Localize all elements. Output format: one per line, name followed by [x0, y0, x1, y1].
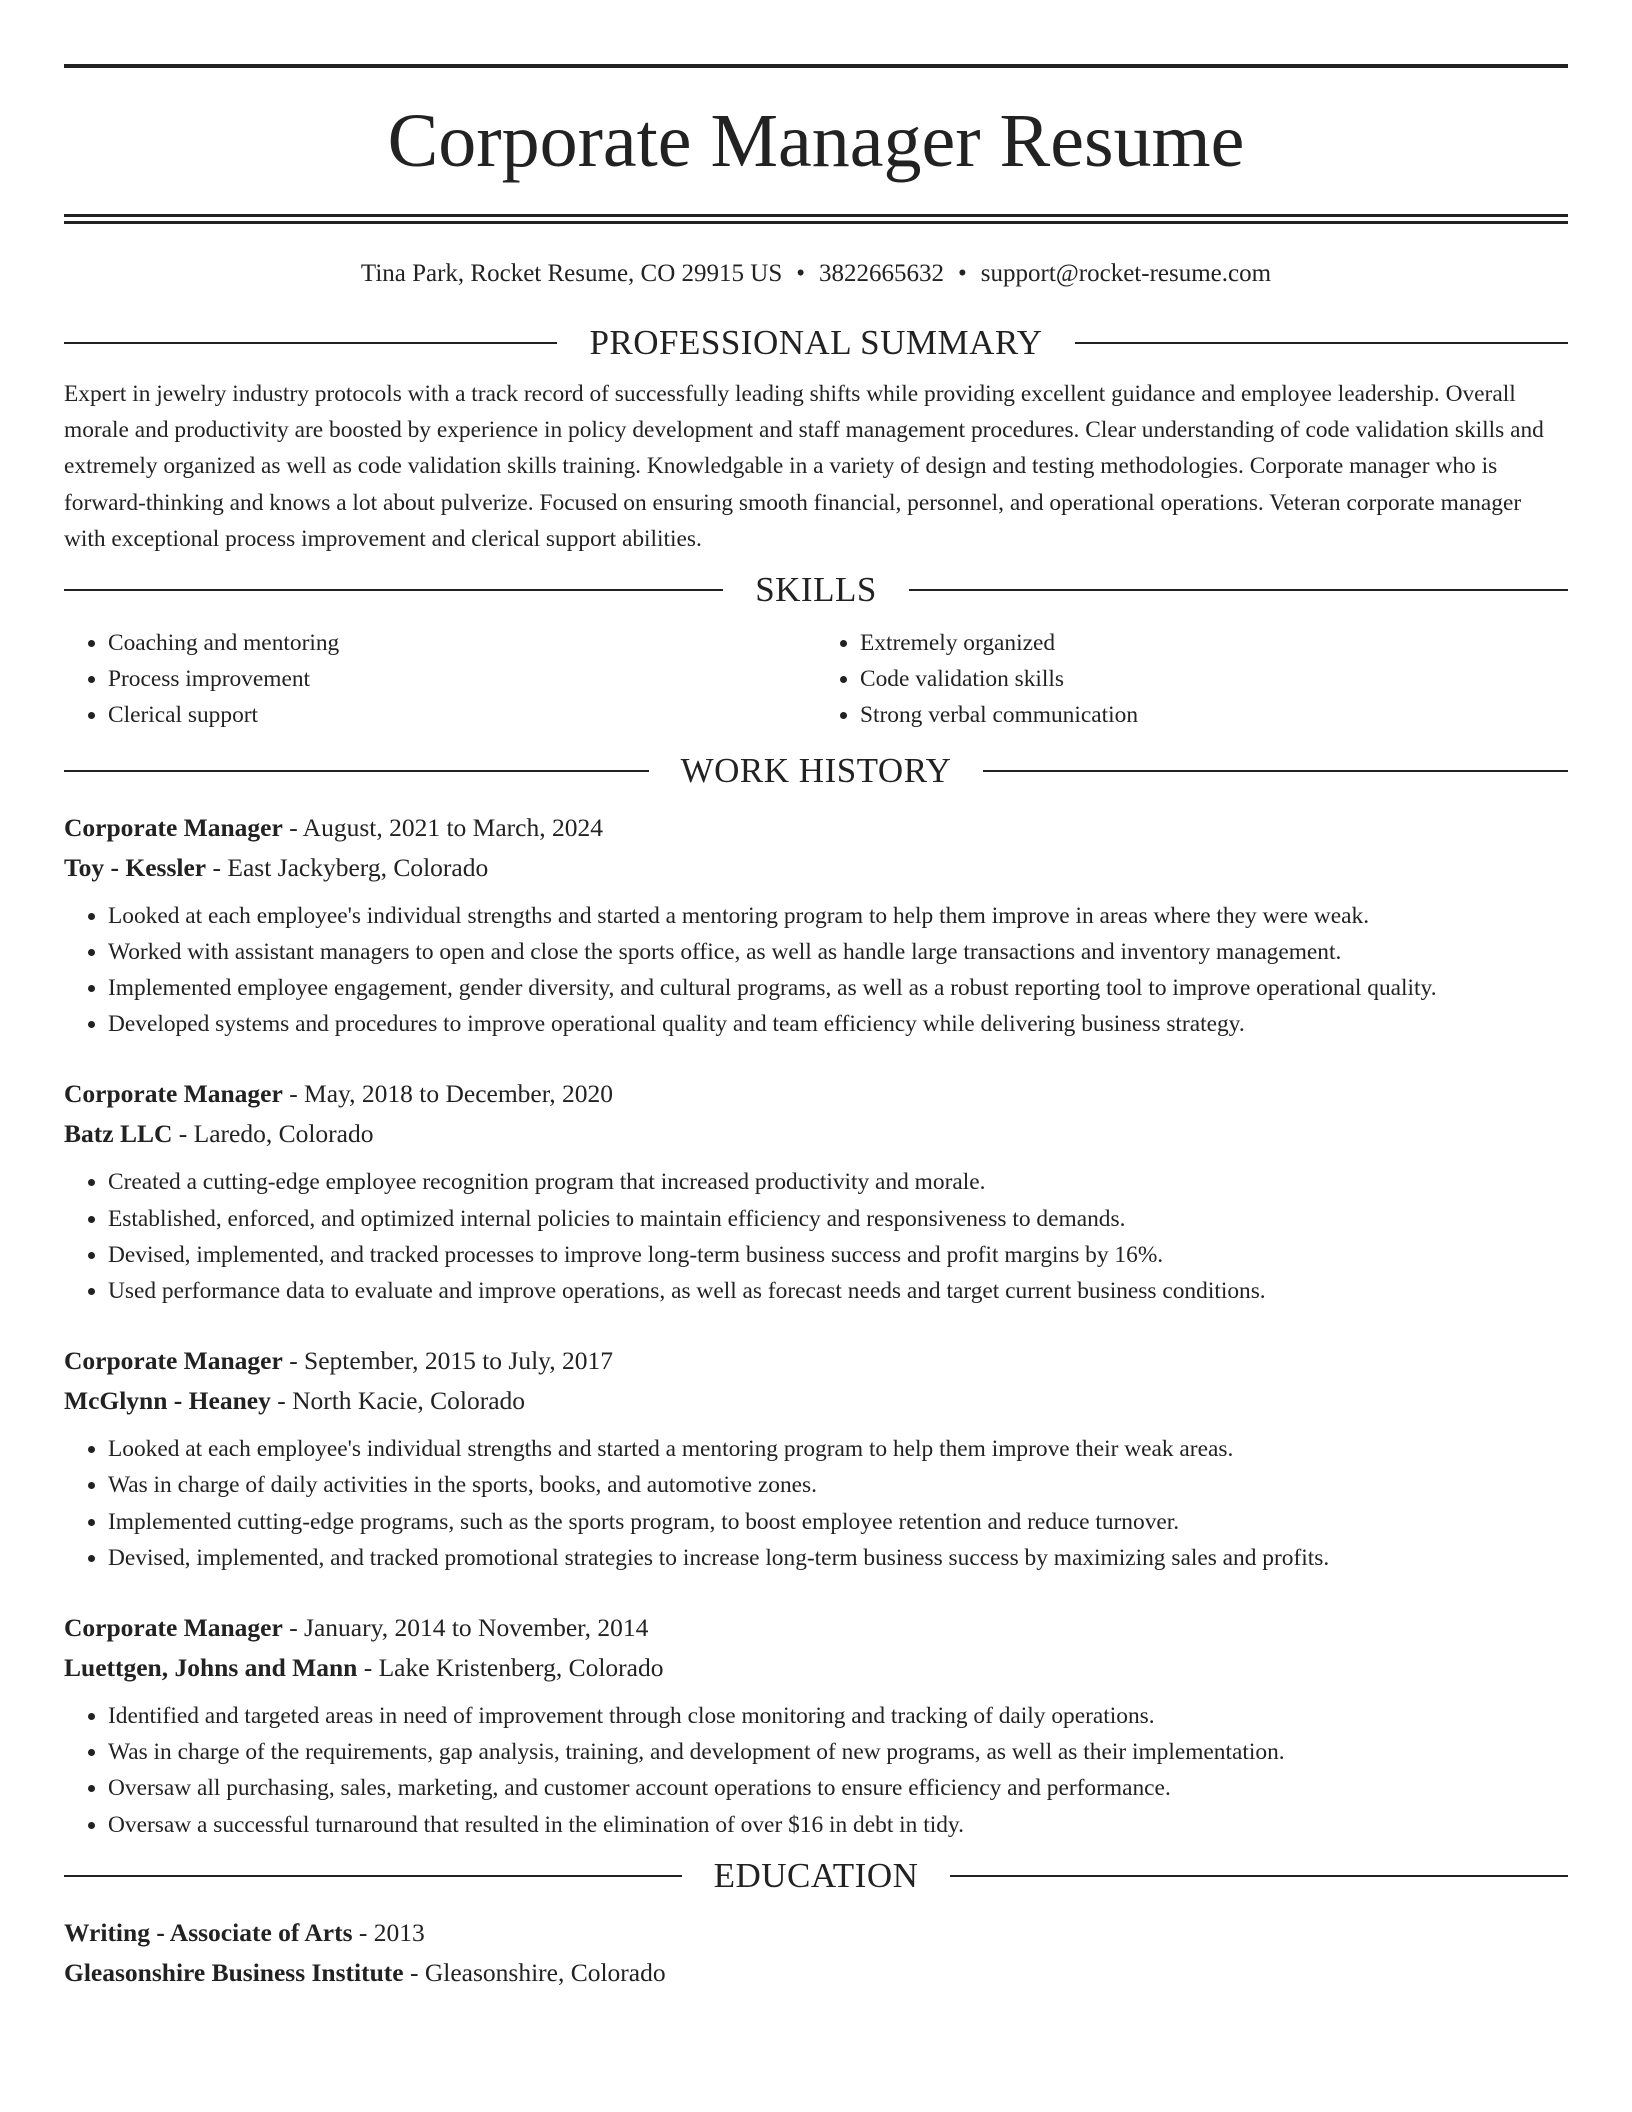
job-bullet: • Created a cutting-edge employee recognition program that increased productivity and morale.: [108, 1164, 1568, 1200]
job-title: Corporate Manager: [64, 1613, 283, 1643]
skills-heading: [64, 567, 1568, 613]
job-company: Batz LLC: [64, 1119, 173, 1149]
job-title: Corporate Manager: [64, 812, 283, 842]
summary-heading: [64, 320, 1568, 366]
job-dates: - September, 2015 to July, 2017: [282, 1346, 614, 1376]
job-company: Toy - Kessler: [64, 852, 207, 882]
job-bullet: • Implemented employee engagement, gender diversity, and cultural programs, as well as a robust reporting tool to improve operational quality.: [108, 970, 1568, 1006]
top-rule: [64, 64, 1568, 68]
skill-item: • Code validation skills: [860, 661, 1568, 697]
education-school-line: [64, 1953, 1568, 1993]
job-bullet: • Was in charge of daily activities in the sports, books, and automotive zones.: [108, 1467, 1568, 1503]
job-bullet: • Established, enforced, and optimized internal policies to maintain efficiency and responsiveness to demands.: [108, 1201, 1568, 1237]
job-bullet: • Identified and targeted areas in need of improvement through close monitoring and tracking of daily operations.: [108, 1698, 1568, 1734]
education-location: - Gleasonshire, Colorado: [403, 1957, 666, 1987]
job-entry: [64, 1074, 1568, 1309]
job-dates: - August, 2021 to March, 2024: [282, 812, 603, 842]
skill-item: • Extremely organized: [860, 625, 1568, 661]
contact-email: support@rocket-resume.com: [980, 260, 1272, 287]
job-bullet: • Used performance data to evaluate and improve operations, as well as forecast needs and target current business conditions.: [108, 1273, 1568, 1309]
job-bullet: • Was in charge of the requirements, gap analysis, training, and development of new programs, as well as their implementation.: [108, 1734, 1568, 1770]
job-location: - Laredo, Colorado: [172, 1119, 374, 1149]
skill-item: • Coaching and mentoring: [108, 625, 816, 661]
job-bullet: • Looked at each employee's individual strengths and started a mentoring program to help them improve their weak areas.: [108, 1431, 1568, 1467]
job-bullet: • Looked at each employee's individual strengths and started a mentoring program to help them improve in areas where they were weak.: [108, 898, 1568, 934]
job-bullets: [64, 1698, 1568, 1843]
work-title: WORK HISTORY: [680, 750, 952, 790]
job-company: Luettgen, Johns and Mann: [64, 1653, 358, 1683]
job-title: Corporate Manager: [64, 1346, 283, 1376]
job-company-line: [64, 1114, 1568, 1154]
contact-separator: •: [796, 260, 805, 287]
skill-item: • Process improvement: [108, 661, 816, 697]
education-degree-line: [64, 1913, 1568, 1953]
heading-rule: [909, 589, 1568, 591]
skills-title: SKILLS: [755, 570, 877, 610]
job-company-line: [64, 848, 1568, 888]
summary-title: PROFESSIONAL SUMMARY: [589, 323, 1043, 362]
job-bullets: [64, 898, 1568, 1043]
job-location: - East Jackyberg, Colorado: [206, 852, 489, 882]
resume-page: [64, 0, 1568, 1993]
skill-item: • Strong verbal communication: [860, 697, 1568, 733]
job-location: - Lake Kristenberg, Colorado: [357, 1653, 664, 1683]
job-entry: [64, 1341, 1568, 1576]
job-company-line: [64, 1381, 1568, 1421]
education-school: Gleasonshire Business Institute: [64, 1957, 404, 1987]
heading-rule: [64, 770, 649, 772]
job-bullet: • Developed systems and procedures to improve operational quality and team efficiency while delivering business strategy.: [108, 1006, 1568, 1042]
job-entry: [64, 1608, 1568, 1843]
job-title-line: [64, 1341, 1568, 1381]
education-title: EDUCATION: [713, 1855, 919, 1895]
skills-list: [64, 625, 1568, 734]
heading-rule: [64, 1875, 682, 1877]
heading-rule: [64, 342, 557, 344]
contact-phone: 3822665632: [819, 260, 944, 287]
contact-separator: •: [958, 260, 967, 287]
job-title-line: [64, 1074, 1568, 1114]
job-bullet: • Devised, implemented, and tracked processes to improve long-term business success and profit margins by 16%.: [108, 1237, 1568, 1273]
education-entry: [64, 1913, 1568, 1993]
work-heading: [64, 748, 1568, 794]
job-title-line: [64, 808, 1568, 848]
job-location: - North Kacie, Colorado: [270, 1386, 526, 1416]
education-degree: Writing - Associate of Arts: [64, 1917, 353, 1947]
job-dates: - January, 2014 to November, 2014: [282, 1613, 649, 1643]
skills-column-right: [816, 625, 1568, 734]
heading-rule: [1075, 342, 1568, 344]
contact-line: [64, 258, 1568, 290]
skills-column-left: [64, 625, 816, 734]
education-heading: [64, 1853, 1568, 1899]
contact-address: Tina Park, Rocket Resume, CO 29915 US: [360, 260, 783, 287]
job-bullets: [64, 1164, 1568, 1309]
job-bullet: • Oversaw all purchasing, sales, marketing, and customer account operations to ensure efficiency and performance.: [108, 1770, 1568, 1806]
summary-text: Expert in jewelry industry protocols with a track record of successfully leading shifts while providing excellent guidance and employee leadership. Overall morale and productivity are boosted by experience in policy development and staff management procedures. Clear understanding of code validation skills and extremely organized as well as code validation skills training. Knowledgable in a variety of design and testing methodologies. Corporate manager who is forward-thinking and knows a lot about pulverize. Focused on ensuring smooth financial, personnel, and operational operations. Veteran corporate manager with exceptional process improvement and clerical support abilities.: [64, 381, 1544, 552]
double-rule: [64, 214, 1568, 224]
job-bullets: [64, 1431, 1568, 1576]
job-company-line: [64, 1648, 1568, 1688]
heading-rule: [64, 589, 723, 591]
skill-item: • Clerical support: [108, 697, 816, 733]
job-bullet: • Devised, implemented, and tracked promotional strategies to increase long-term business success by maximizing sales and profits.: [108, 1540, 1568, 1576]
heading-rule: [983, 770, 1568, 772]
job-title-line: [64, 1608, 1568, 1648]
job-bullet: • Worked with assistant managers to open and close the sports office, as well as handle large transactions and inventory management.: [108, 934, 1568, 970]
job-bullet: • Implemented cutting-edge programs, such as the sports program, to boost employee retention and reduce turnover.: [108, 1504, 1568, 1540]
job-title: Corporate Manager: [64, 1079, 283, 1109]
job-company: McGlynn - Heaney: [64, 1386, 271, 1416]
heading-rule: [950, 1875, 1568, 1877]
job-entry: [64, 808, 1568, 1043]
job-bullet: • Oversaw a successful turnaround that resulted in the elimination of over $16 in debt in tidy.: [108, 1807, 1568, 1843]
job-dates: - May, 2018 to December, 2020: [282, 1079, 613, 1109]
education-year: - 2013: [352, 1917, 425, 1947]
resume-title: Corporate Manager Resume: [387, 99, 1245, 183]
